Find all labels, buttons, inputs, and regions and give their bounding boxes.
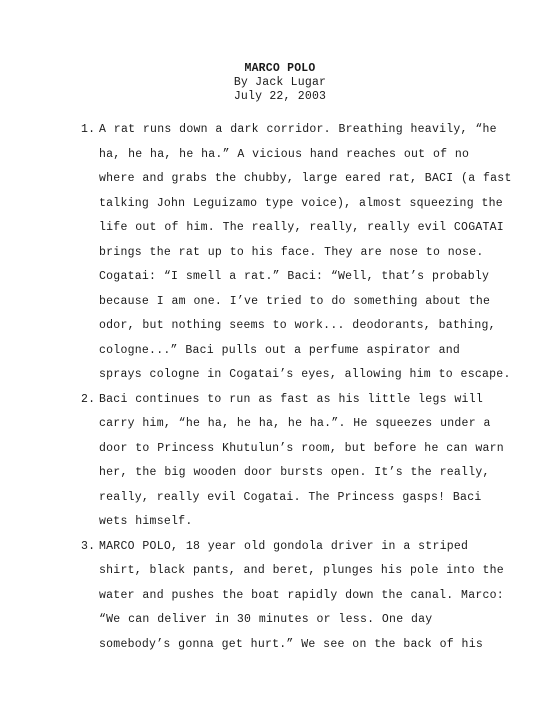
scene-line: MARCO POLO, 18 year old gondola driver in a striped	[99, 539, 469, 553]
scene-line: where and grabs the chubby, large eared rat, BACI (a fast	[99, 172, 512, 185]
scene-line: because I am one. I’ve tried to do something about the	[99, 294, 491, 308]
scene-line: A rat runs down a dark corridor. Breathing heavily, “he	[99, 123, 497, 136]
scene-line: “We can deliver in 30 minutes or less. One day	[99, 613, 433, 626]
scene-line: shirt, black pants, and beret, plunges his pole into the	[99, 564, 504, 577]
scene-line: cologne...” Baci pulls out a perfume aspirator and	[99, 343, 461, 357]
scene-number: 1.	[81, 123, 96, 136]
scene-number: 3.	[81, 539, 96, 553]
scene-line: somebody’s gonna get hurt.” We see on the back of his	[99, 637, 484, 651]
scene-line: her, the big wooden door bursts open. It’s the really,	[99, 466, 490, 479]
script-title: MARCO POLO	[244, 62, 316, 75]
scene-2	[81, 388, 504, 535]
scene-line: ha, he ha, he ha.” A vicious hand reaches out of no	[99, 147, 470, 161]
scene-list	[81, 118, 512, 657]
script-date: July 22, 2003	[233, 90, 327, 103]
scene-line: odor, but nothing seems to work... deodorants, bathing,	[99, 319, 496, 332]
scene-line: Baci continues to run as fast as his little legs will	[99, 392, 484, 406]
script-byline: By Jack Lugar	[233, 76, 327, 89]
scene-line: life out of him. The really, really, really evil COGATAI	[99, 221, 504, 234]
scene-line: carry him, “he ha, he ha, he ha.”. He squeezes under a	[99, 417, 491, 430]
scene-line: Cogatai: “I smell a rat.” Baci: “Well, that’s probably	[99, 270, 490, 283]
scene-number: 2.	[81, 392, 96, 406]
scene-line: door to Princess Khutulun’s room, but before he can warn	[99, 441, 504, 455]
scene-line: talking John Leguizamo type voice), almost squeezing the	[99, 196, 503, 210]
title-block	[0, 62, 560, 104]
scene-line: wets himself.	[99, 515, 193, 528]
scene-line: water and pushes the boat rapidly down the canal. Marco:	[99, 588, 504, 602]
scene-line: brings the rat up to his face. They are nose to nose.	[99, 245, 484, 259]
scene-line: sprays cologne in Cogatai’s eyes, allowing him to escape.	[99, 368, 511, 381]
scene-line: really, really evil Cogatai. The Princess gasps! Baci	[99, 490, 482, 504]
scene-3	[81, 535, 504, 658]
scene-1	[81, 118, 512, 388]
